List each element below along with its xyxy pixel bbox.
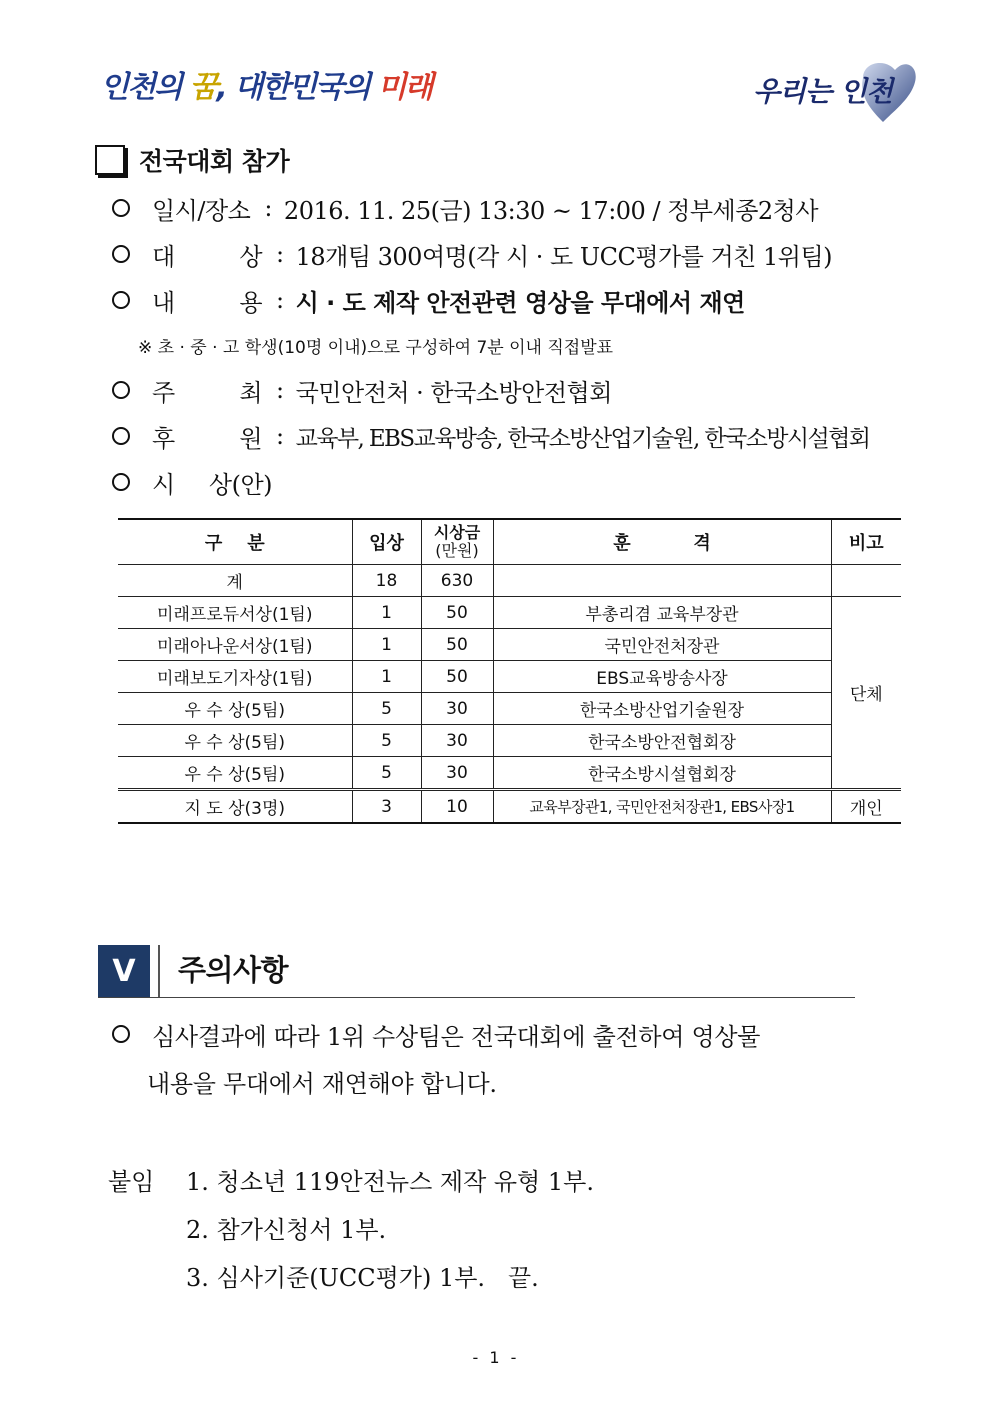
logo-part-4: 미래 (377, 70, 432, 105)
circle-bullet-icon (112, 291, 130, 309)
cell-count: 5 (352, 693, 421, 725)
table-row (118, 757, 901, 790)
colon: : (276, 422, 284, 450)
table-row (118, 629, 901, 661)
header-award: 훈 격 (493, 519, 831, 565)
item-value: 2016. 11. 25(금) 13:30 ~ 17:00 / 정부세종2청사 (283, 196, 819, 225)
cell-prize: 30 (421, 757, 493, 790)
item-value: 교육부, EBS교육방송, 한국소방산업기술원, 한국소방시설협회 (295, 425, 870, 452)
cell-remark (831, 565, 901, 597)
cell-category: 우 수 상(5팀) (118, 693, 352, 725)
checkbox-square-icon (95, 145, 125, 175)
cell-count: 5 (352, 757, 421, 790)
cell-remark-group: 단체 (831, 597, 901, 790)
item-value: 시 · 도 제작 안전관련 영상을 무대에서 재연 (295, 288, 745, 317)
section-title: 전국대회 참가 (139, 147, 290, 176)
awards-table (118, 518, 901, 824)
table-row (118, 597, 901, 629)
cell-count: 3 (352, 790, 421, 824)
header-prize-line2: (만원) (435, 541, 479, 560)
cell-count: 5 (352, 725, 421, 757)
cell-category: 미래보도기자상(1팀) (118, 661, 352, 693)
attachment-text: 1. 청소년 119안전뉴스 제작 유형 1부. (186, 1168, 594, 1196)
cell-award: 한국소방시설협회장 (493, 757, 831, 790)
item-label: 대 상 (152, 242, 262, 271)
item-label: 내 용 (152, 288, 262, 317)
logo-right-text: 우리는 인천 (753, 75, 892, 108)
cell-award (493, 565, 831, 597)
circle-bullet-icon (112, 473, 130, 491)
cell-prize: 630 (421, 565, 493, 597)
cell-award: 국민안전처장관 (493, 629, 831, 661)
cell-count: 1 (352, 629, 421, 661)
header-prize (421, 519, 493, 565)
table-row (118, 565, 901, 597)
item-label: 시 상(안) (152, 470, 272, 499)
table-row (118, 725, 901, 757)
item-label: 후 원 (152, 424, 262, 453)
attachment-item: 3. 심사기준(UCC평가) 1부. 끝. (186, 1264, 539, 1292)
logo-part-1: 인천의 (100, 70, 190, 105)
header-prize-line1: 시상금 (433, 523, 481, 542)
cell-category: 우 수 상(5팀) (118, 725, 352, 757)
logo-part-2: 꿈 (189, 70, 217, 105)
cell-prize: 50 (421, 597, 493, 629)
list-item (110, 464, 272, 500)
cell-category: 미래프로듀서상(1팀) (118, 597, 352, 629)
note-text: ※ 초 · 중 · 고 학생(10명 이내)으로 구성하여 7분 이내 직접발표 (138, 338, 614, 358)
table-row (118, 693, 901, 725)
cell-prize: 10 (421, 790, 493, 824)
caution-line-1: 심사결과에 따라 1위 수상팀은 전국대회에 출전하여 영상물 (152, 1022, 761, 1051)
circle-bullet-icon (112, 427, 130, 445)
item-label: 일시/장소 (152, 196, 251, 225)
cell-prize: 50 (421, 629, 493, 661)
circle-bullet-icon (112, 1025, 130, 1043)
circle-bullet-icon (112, 199, 130, 217)
cell-award: 한국소방안전협회장 (493, 725, 831, 757)
list-item (110, 418, 869, 454)
caution-line-2: 내용을 무대에서 재연해야 합니다. (147, 1070, 497, 1098)
list-item (110, 236, 832, 272)
colon: : (276, 376, 284, 404)
colon: : (264, 194, 272, 222)
cell-prize: 50 (421, 661, 493, 693)
circle-bullet-icon (112, 245, 130, 263)
item-value: 18개팀 300여명(각 시 · 도 UCC평가를 거친 1위팀) (295, 242, 832, 271)
cell-category: 지 도 상(3명) (118, 790, 352, 824)
attachment-item: 2. 참가신청서 1부. (186, 1216, 387, 1244)
list-item (110, 190, 818, 226)
logo-part-3: , 대한민국의 (216, 70, 378, 105)
cell-award: 교육부장관1, 국민안전처장관1, EBS사장1 (493, 790, 831, 824)
cell-category: 미래아나운서상(1팀) (118, 629, 352, 661)
colon: : (276, 286, 284, 314)
cell-count: 1 (352, 661, 421, 693)
section-underline (98, 997, 855, 998)
colon: : (276, 240, 284, 268)
circle-bullet-icon (112, 381, 130, 399)
header-count: 입상 (352, 519, 421, 565)
item-value: 국민안전처 · 한국소방안전협회 (295, 378, 612, 407)
cell-prize: 30 (421, 693, 493, 725)
table-row (118, 790, 901, 824)
cell-prize: 30 (421, 725, 493, 757)
cell-count: 18 (352, 565, 421, 597)
incheon-slogan-logo (100, 62, 432, 106)
list-item (110, 372, 612, 408)
section-v-title: 주의사항 (178, 953, 289, 987)
section-heading (95, 142, 289, 178)
cell-award: 한국소방산업기술원장 (493, 693, 831, 725)
cell-category: 계 (118, 565, 352, 597)
item-label: 주 최 (152, 378, 262, 407)
page-number: - 1 - (472, 1348, 520, 1367)
section-divider (158, 945, 160, 997)
cell-award: 부총리겸 교육부장관 (493, 597, 831, 629)
attachment-label: 붙임 (108, 1168, 155, 1196)
cell-remark: 개인 (831, 790, 901, 824)
table-row (118, 661, 901, 693)
header-remark: 비고 (831, 519, 901, 565)
list-item (110, 282, 745, 318)
caution-paragraph (110, 1016, 760, 1052)
incheon-heart-logo (745, 58, 920, 126)
table-header-row (118, 519, 901, 565)
cell-count: 1 (352, 597, 421, 629)
cell-category: 우 수 상(5팀) (118, 757, 352, 790)
attachment-item (108, 1162, 594, 1197)
section-number-badge: V (98, 945, 150, 997)
cell-award: EBS교육방송사장 (493, 661, 831, 693)
header-category: 구 분 (118, 519, 352, 565)
